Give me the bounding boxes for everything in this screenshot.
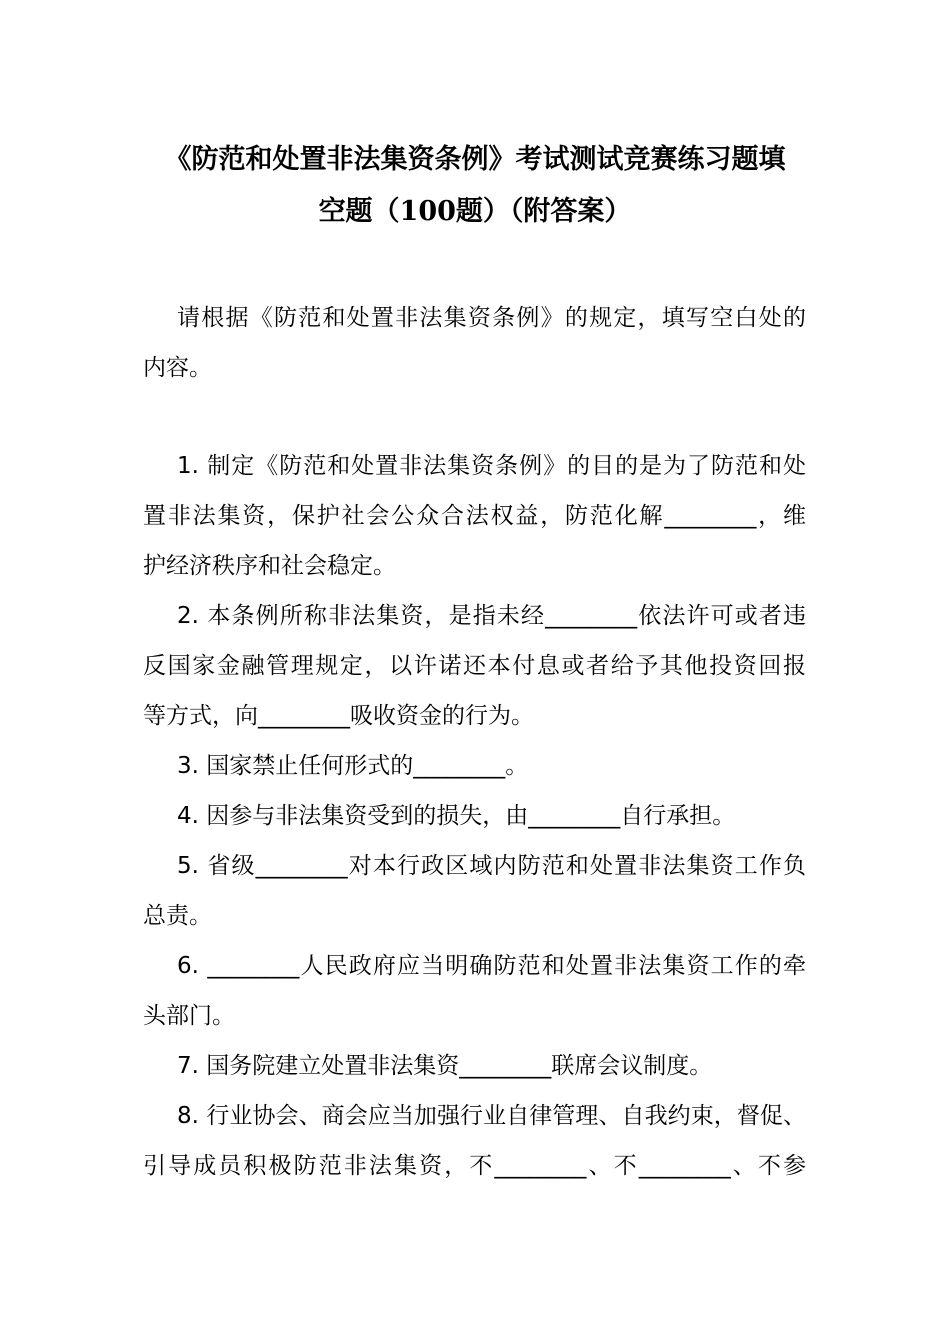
- question-line: 3. 国家禁止任何形式的________。: [177, 753, 529, 779]
- question-item: [143, 1041, 806, 1091]
- question-line: 2. 本条例所称非法集资，是指未经________依法许可或者违: [177, 603, 806, 629]
- question-line: 8. 行业协会、商会应当加强行业自律管理、自我约束，督促、: [177, 1103, 806, 1129]
- intro-line: 内容。: [143, 355, 212, 381]
- question-line: 总责。: [143, 903, 212, 929]
- document-body: [143, 293, 806, 1191]
- question-item: [143, 741, 806, 791]
- question-line: 4. 因参与非法集资受到的损失，由________自行承担。: [177, 803, 736, 829]
- question-item: [143, 591, 806, 741]
- question-line: 5. 省级________对本行政区域内防范和处置非法集资工作负: [177, 853, 806, 879]
- question-item: [143, 941, 806, 1041]
- question-line: 1. 制定《防范和处置非法集资条例》的目的是为了防范和处: [177, 453, 806, 479]
- intro-paragraph: [143, 293, 806, 393]
- spacer: [143, 393, 806, 441]
- title-line: 《防范和处置非法集资条例》考试测试竞赛练习题填: [164, 144, 786, 175]
- question-item: [143, 841, 806, 941]
- question-item: [143, 441, 806, 591]
- question-item: [143, 1091, 806, 1191]
- question-list: [143, 441, 806, 1191]
- question-line: 引导成员积极防范非法集资，不________、不________、不参: [143, 1153, 806, 1179]
- document-title: [130, 134, 820, 238]
- question-line: 护经济秩序和社会稳定。: [143, 553, 396, 579]
- title-line: 空题（100题）（附答案）: [318, 196, 632, 227]
- question-line: 置非法集资，保护社会公众合法权益，防范化解________，维: [143, 503, 806, 529]
- question-line: 头部门。: [143, 1003, 235, 1029]
- question-line: 7. 国务院建立处置非法集资________联席会议制度。: [177, 1053, 713, 1079]
- question-line: 等方式，向________吸收资金的行为。: [143, 703, 534, 729]
- question-line: 6. ________人民政府应当明确防范和处置非法集资工作的牵: [177, 953, 806, 979]
- question-item: [143, 791, 806, 841]
- intro-line: 请根据《防范和处置非法集资条例》的规定，填写空白处的: [177, 305, 806, 331]
- question-line: 反国家金融管理规定，以许诺还本付息或者给予其他投资回报: [143, 653, 806, 679]
